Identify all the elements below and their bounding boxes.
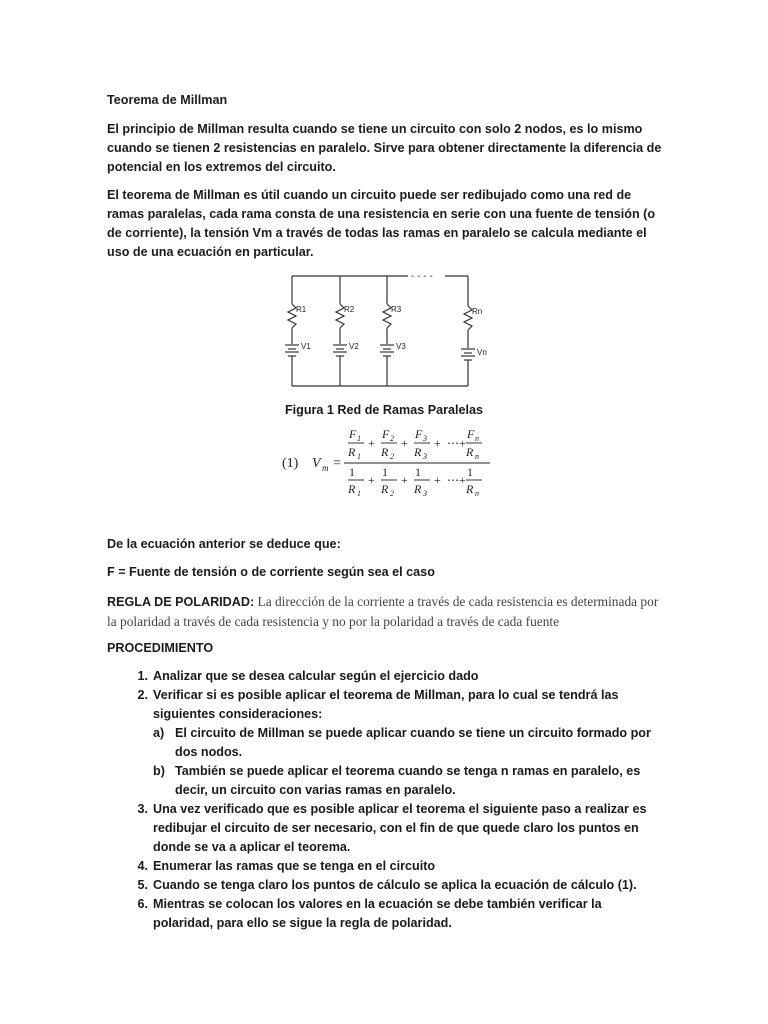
step-text: Enumerar las ramas que se tenga en el circuito [153,859,436,873]
term-denominator-sub: n [475,452,479,461]
term-numerator-sub: n [475,434,479,443]
term-numerator: 1 [382,465,388,479]
term-numerator: 1 [349,465,355,479]
label-v2: V2 [349,342,359,351]
term-denominator-sub: 2 [390,489,394,498]
plus-sign: + [459,473,466,487]
label-rn: Rn [472,307,483,316]
figure-caption: Figura 1 Red de Ramas Paralelas [284,403,484,417]
plus-sign: + [434,473,441,487]
label-v1: V1 [301,342,311,351]
term-numerator: F [382,427,390,441]
step-number: 6. [137,897,148,911]
term-numerator: 1 [467,465,473,479]
term-denominator: R [348,445,356,459]
label-v3: V3 [396,342,406,351]
term-numerator: F [415,427,423,441]
equation-equals: = [333,456,341,471]
label-r2: R2 [344,305,355,314]
plus-sign: + [368,436,375,450]
step-text: Verificar si es posible aplicar el teorema de Millman, para lo cual se tendrá las siguientes consideraciones: [153,688,619,721]
step-text: Cuando se tenga claro los puntos de cálculo se aplica la ecuación de cálculo (1). [153,878,637,892]
equation-number: (1) [282,456,299,471]
plus-sign: + [434,436,441,450]
polarity-text: La dirección de la corriente a través de cada resistencia es determinada por la polaridad a través de cada resistencia y no por la polaridad a través de cada fuente [107,594,659,629]
term-denominator-sub: 1 [357,489,361,498]
term-denominator: R [381,445,389,459]
denominator-terms [347,465,482,498]
step-text: Analizar que se desea calcular según el ejercicio dado [153,669,479,683]
millman-equation [280,425,500,500]
term-numerator-sub: 1 [357,434,361,443]
equation-lhs-sub: m [322,463,329,473]
substep-letter: a) [153,726,165,740]
term-denominator: R [381,482,389,496]
plus-sign: + [401,436,408,450]
substep-text: El circuito de Millman se puede aplicar cuando se tiene un circuito formado por dos nodos. [175,726,651,759]
term-numerator-sub: 2 [390,434,394,443]
term-numerator: F [467,427,475,441]
plus-sign: + [459,436,466,450]
term-denominator-sub: 3 [423,489,427,498]
term-numerator-sub: 3 [423,434,427,443]
label-vn: Vn [477,348,487,357]
plus-sign: + [368,473,375,487]
step-number: 5. [137,878,148,892]
term-denominator-sub: 1 [357,452,361,461]
term-numerator: F [349,427,357,441]
definition-line: F = Fuente de tensión o de corriente según sea el caso [107,565,435,579]
term-denominator-sub: n [475,489,479,498]
dashes-label: - - - - [411,271,433,282]
equation-lhs: V [312,456,321,471]
step-number: 2. [137,688,148,702]
step-number: 3. [137,802,148,816]
paragraph-millman-theorem: El teorema de Millman es útil cuando un circuito puede ser redibujado como una red de ramas paralelas, cada rama consta de una resistencia en serie con una fuente de tensión (o de corriente), la tensión Vm a través de todas las ramas en paralelo se calcula mediante el uso de una ecuación en particular. [107,188,656,259]
procedure-heading: PROCEDIMIENTO [107,641,214,655]
term-numerator: 1 [415,465,421,479]
term-denominator: R [466,445,474,459]
step-number: 1. [137,669,148,683]
term-denominator-sub: 3 [423,452,427,461]
substep-letter: b) [153,764,165,778]
term-denominator: R [414,445,422,459]
paragraph-millman-principle: El principio de Millman resulta cuando se tiene un circuito con solo 2 nodos, es lo mismo cuando se tienen 2 resistencias en paralelo. Sirve para obtener directamente la diferencia de potencial en los extremos del circuito. [107,122,662,174]
circuit-diagram [280,266,500,390]
step-text: Una vez verificado que es posible aplicar el teorema el siguiente paso a realizar es redibujar el circuito de ser necesario, con el fin de que quede claro los puntos en donde se va a aplicar el teorema. [153,802,647,854]
step-number: 4. [137,859,148,873]
numerator-terms [347,427,482,461]
ellipsis: ⋯ [447,473,459,487]
plus-sign: + [401,473,408,487]
label-r3: R3 [391,305,402,314]
term-denominator-sub: 2 [390,452,394,461]
deduce-line: De la ecuación anterior se deduce que: [107,537,341,551]
polarity-rule [107,592,667,632]
step-text: Mientras se colocan los valores en la ecuación se debe también verificar la polaridad, para ello se sigue la regla de polaridad. [153,897,602,930]
polarity-label: REGLA DE POLARIDAD: [107,595,255,609]
term-denominator: R [414,482,422,496]
term-denominator: R [348,482,356,496]
ellipsis: ⋯ [447,436,459,450]
document-title: Teorema de Millman [107,93,228,107]
label-r1: R1 [296,305,307,314]
substep-text: También se puede aplicar el teorema cuando se tenga n ramas en paralelo, es decir, un circuito con varias ramas en paralelo. [175,764,641,797]
term-denominator: R [466,482,474,496]
